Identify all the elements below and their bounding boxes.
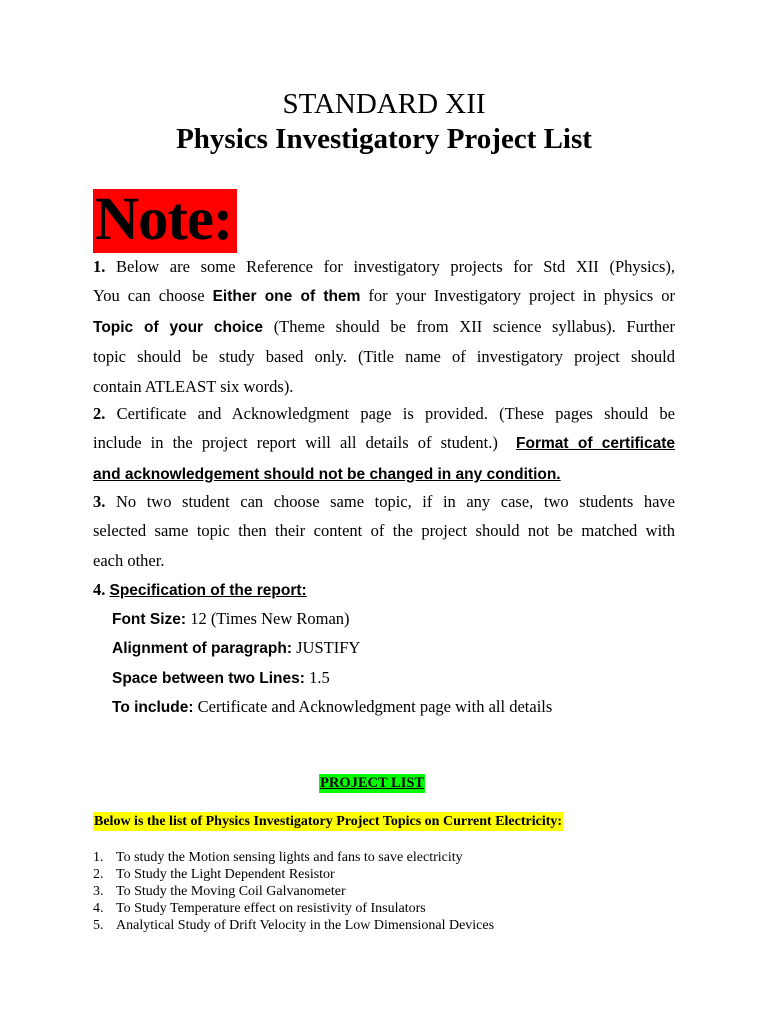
point-2-line-2: include in the project report will all details of student.) Format of certificate [93,433,675,453]
point-1-line-3: Topic of your choice (Theme should be from XII science syllabus). Further [93,316,675,336]
point-2-line-1: 2. Certificate and Acknowledgment page is provided. (These pages should be [93,404,675,423]
either-one-emphasis: Either one of them [212,288,361,306]
topic-choice-emphasis: Topic of your choice [93,318,264,336]
point-1 [93,252,675,401]
standard-heading: STANDARD XII [282,88,486,120]
spec-include: To include: Certificate and Acknowledgment page with all details [112,697,553,716]
page-title: Physics Investigatory Project List [176,123,592,155]
point-1-line-1: 1. Below are some Reference for investigatory projects for Std XII (Physics), [93,257,675,276]
list-item: 1. To study the Motion sensing lights and fans to save electricity [93,850,463,865]
spec-alignment: Alignment of paragraph: JUSTIFY [112,638,361,657]
point-2-line-3 [93,459,675,489]
point-1-line-5: contain ATLEAST six words). [93,376,294,396]
point-3-line-2: selected same topic then their content of the project should not be matched with [93,521,675,541]
point-2 [93,399,675,489]
list-item: 3. To Study the Moving Coil Galvanometer [93,884,346,899]
format-warning-continued: and acknowledgement should not be changed in any condition. [93,465,561,483]
point-3-line-3: each other. [93,550,165,570]
point-1-line-2: You can choose Either one of them for your Investigatory project in physics or [93,286,675,306]
list-item: 2. To Study the Light Dependent Resistor [93,867,335,882]
list-item: 5. Analytical Study of Drift Velocity in the Low Dimensional Devices [93,918,495,933]
project-list-heading: PROJECT LIST [320,775,425,791]
point-3 [93,487,675,575]
spec-line-spacing: Space between two Lines: 1.5 [112,668,330,687]
point-4-heading: 4. Specification of the report: [93,580,307,599]
note-label: Note: [93,189,237,253]
specification-heading: Specification of the report: [109,582,307,599]
format-warning: Format of certificate [516,435,675,453]
list-item: 4. To Study Temperature effect on resistivity of Insulators [93,901,426,916]
point-3-line-1: 3. No two student can choose same topic, if in any case, two students have [93,492,675,511]
point-1-line-4: topic should be study based only. (Title name of investigatory project should [93,347,675,367]
project-list [93,849,494,934]
spec-font-size: Font Size: 12 (Times New Roman) [112,609,350,628]
list-intro: Below is the list of Physics Investigatory Project Topics on Current Electricity: [94,814,563,829]
